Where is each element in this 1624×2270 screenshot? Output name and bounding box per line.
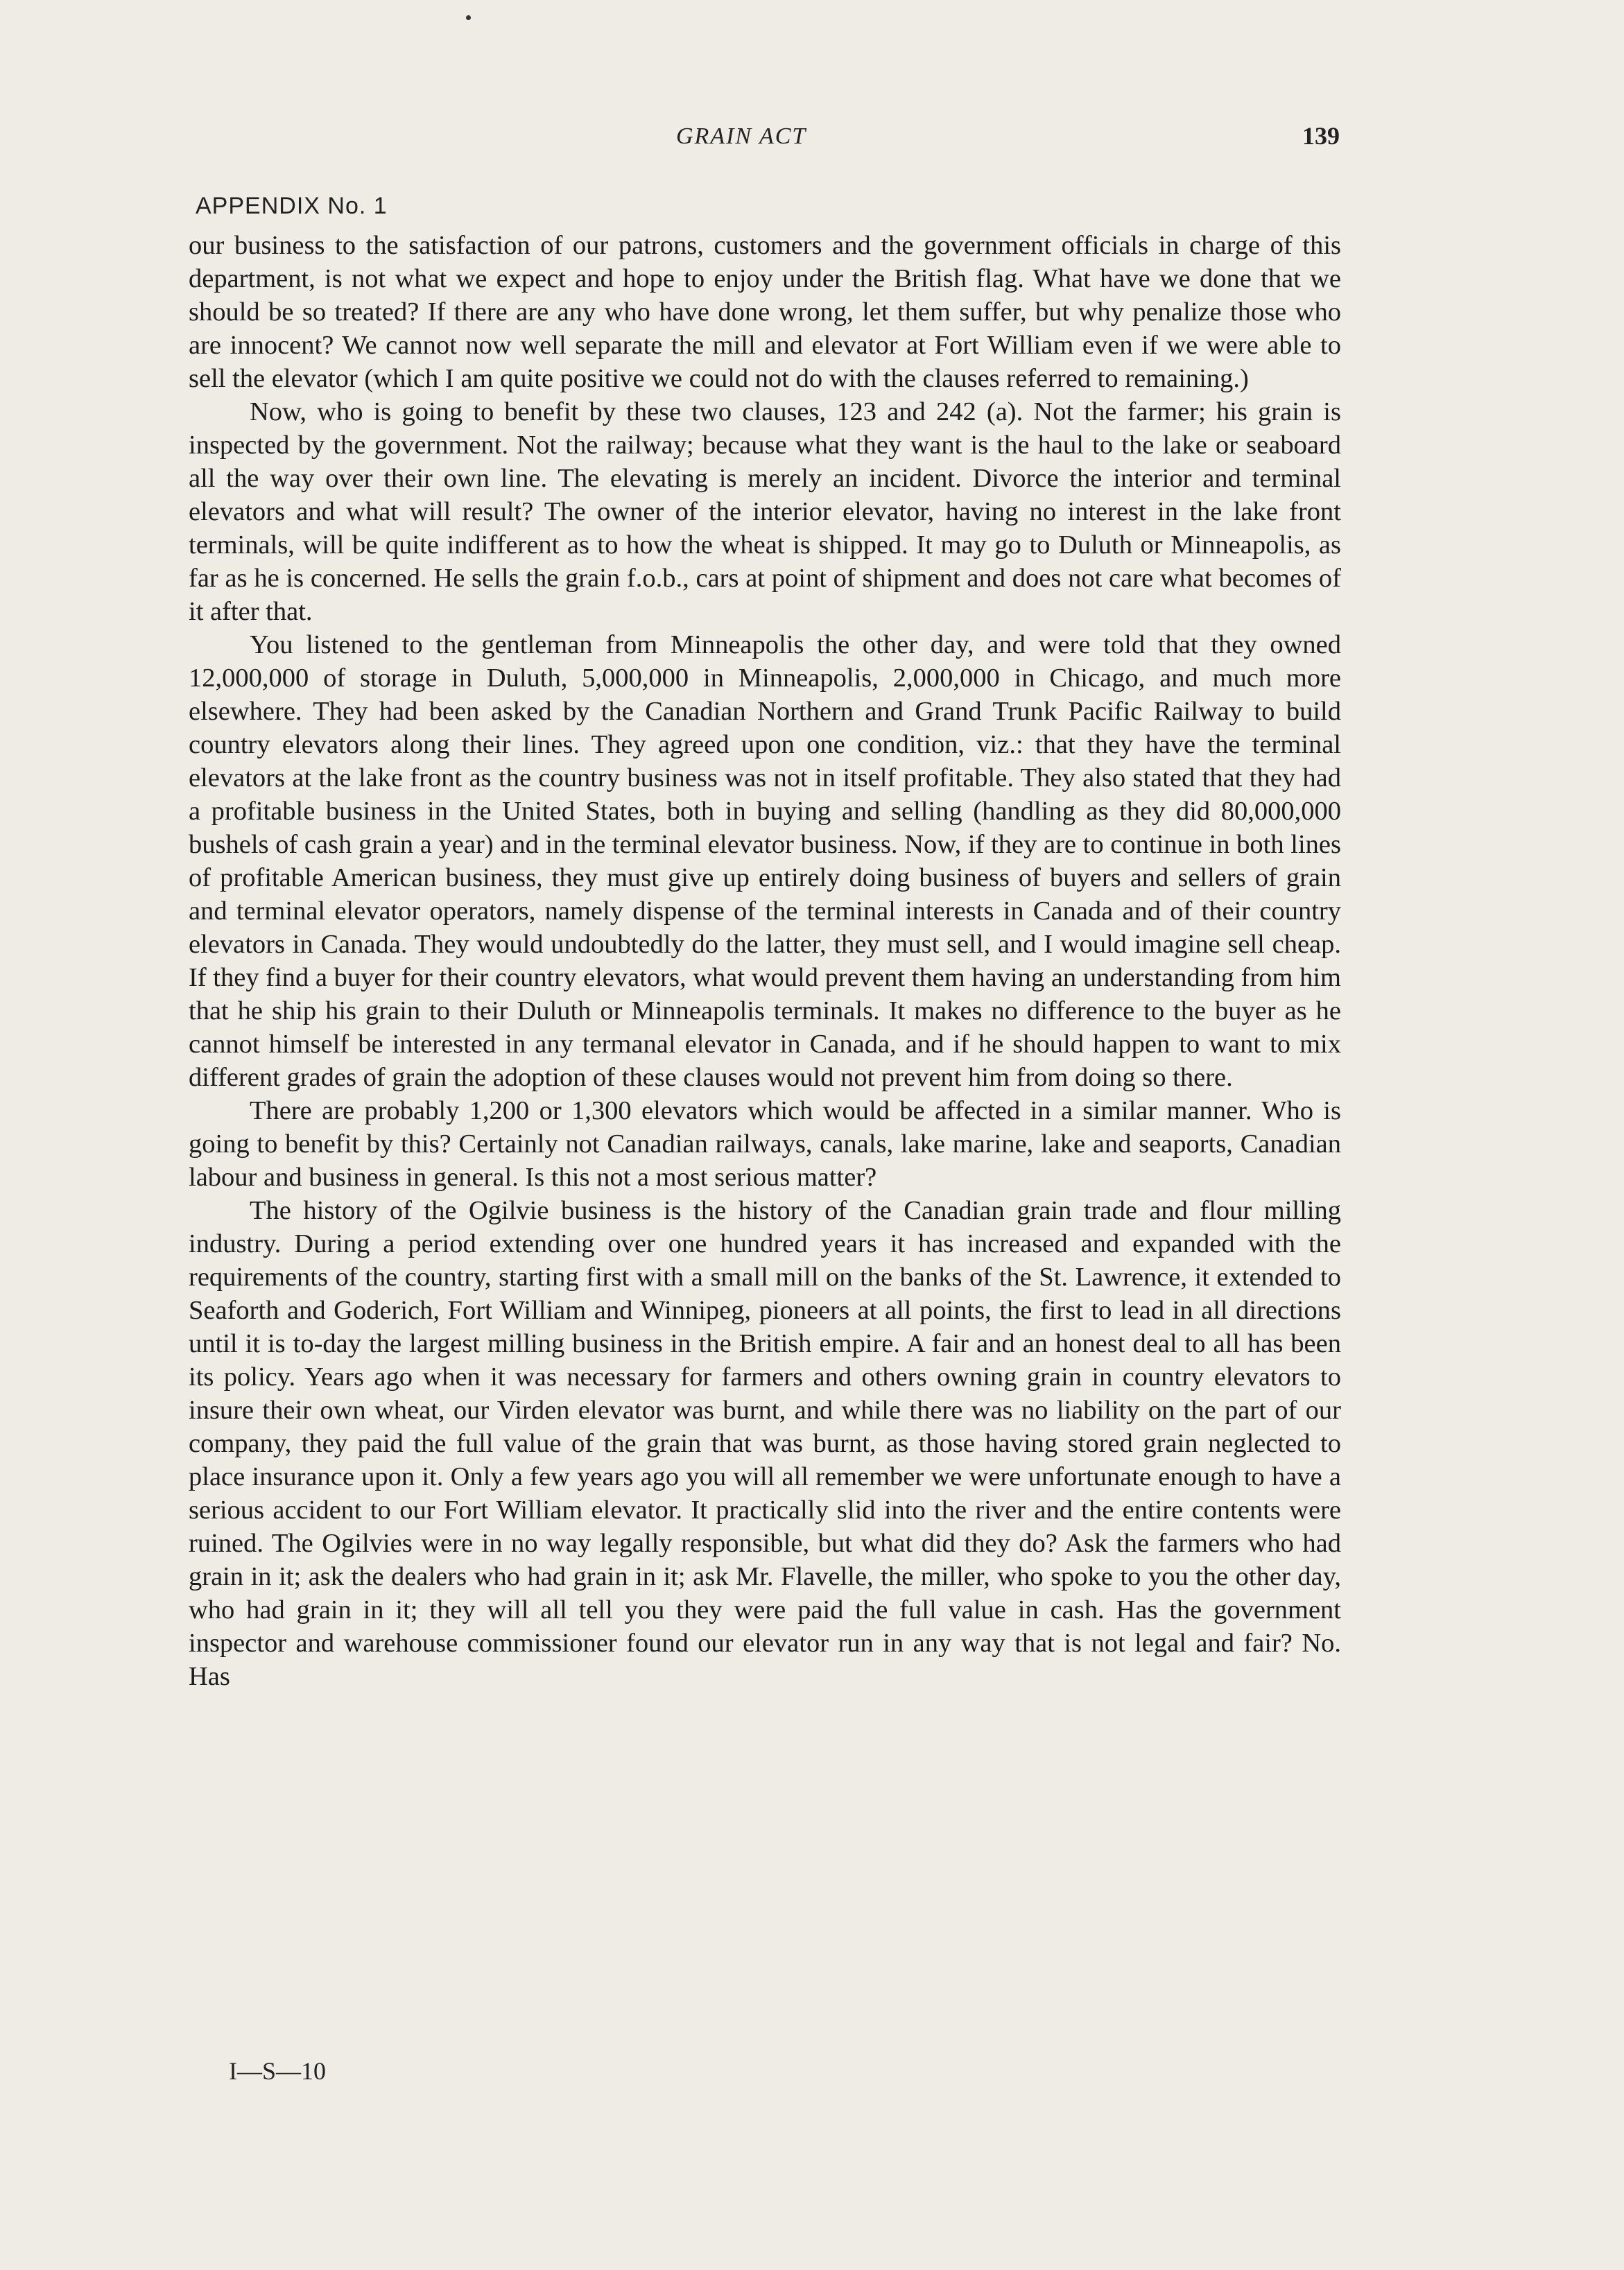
page-number: 139 — [1302, 122, 1340, 150]
appendix-label: APPENDIX No. 1 — [196, 193, 388, 219]
body-text — [189, 229, 1341, 1693]
paragraph-elevators-affected: There are probably 1,200 or 1,300 elevators which would be affected in a similar manner. Who is going to benefit by this? Certainly not Canadian railways, canals, lake marine, lake and seaports, Canadian labour and business in general. Is this not a most serious matter? — [189, 1096, 1341, 1192]
running-title: GRAIN ACT — [676, 123, 807, 149]
printer-signature: I—S—10 — [229, 2057, 327, 2085]
paragraph-minneapolis-gentleman: You listened to the gentleman from Minneapolis the other day, and were told that they owned 12,000,000 of storage in Duluth, 5,000,000 in Minneapolis, 2,000,000 in Chicago, and much more elsewhere. They had been asked by the Canadian Northern and Grand Trunk Pacific Railway to build country elevators along their lines. They agreed upon one condition, viz.: that they have the terminal elevators at the lake front as the country business was not in itself profitable. They also stated that they had a profitable business in the United States, both in buying and selling (handling as they did 80,000,000 bushels of cash grain a year) and in the terminal elevator business. Now, if they are to continue in both lines of profitable American business, they must give up entirely doing business of buyers and sellers of grain and terminal elevator operators, namely dispense of the terminal interests in Canada and of their country elevators in Canada. They would undoubtedly do the latter, they must sell, and I would imagine sell cheap. If they find a buyer for their country elevators, what would prevent them having an understanding from him that he ship his grain to their Duluth or Minneapolis terminals. It makes no difference to the buyer as he cannot himself be interested in any termanal elevator in Canada, and if he should happen to want to mix different grades of grain the adoption of these clauses would not prevent him from doing so there. — [189, 630, 1341, 1092]
ink-speck — [466, 15, 471, 20]
paragraph-benefit-clauses: Now, who is going to benefit by these two clauses, 123 and 242 (a). Not the farmer; his grain is inspected by the government. Not the railway; because what they want is the haul to the lake or seaboard all the way over their own line. The elevating is merely an incident. Divorce the interior and terminal elevators and what will result? The owner of the interior elevator, having no interest in the lake front terminals, will be quite indifferent as to how the wheat is shipped. It may go to Duluth or Minneapolis, as far as he is concerned. He sells the grain f.o.b., cars at point of shipment and does not care what becomes of it after that. — [189, 397, 1341, 626]
paragraph-continuation: our business to the satisfaction of our patrons, customers and the government officials in charge of this department, is not what we expect and hope to enjoy under the British flag. What have we done that we should be so treated? If there are any who have done wrong, let them suffer, but why penalize those who are innocent? We cannot now well separate the mill and elevator at Fort William even if we were able to sell the elevator (which I am quite positive we could not do with the clauses referred to remaining.) — [189, 231, 1341, 393]
paragraph-ogilvie-history: The history of the Ogilvie business is the history of the Canadian grain trade and flour milling industry. During a period extending over one hundred years it has increased and expanded with the requirements of the country, starting first with a small mill on the banks of the St. Lawrence, it extended to Seaforth and Goderich, Fort William and Winnipeg, pioneers at all points, the first to lead in all directions until it is to-day the largest milling business in the British empire. A fair and an honest deal to all has been its policy. Years ago when it was necessary for farmers and others owning grain in country elevators to insure their own wheat, our Virden elevator was burnt, and while there was no liability on the part of our company, they paid the full value of the grain that was burnt, as those having stored grain neglected to place insurance upon it. Only a few years ago you will all remember we were unfortunate enough to have a serious accident to our Fort William elevator. It practically slid into the river and the entire contents were ruined. The Ogilvies were in no way legally responsible, but what did they do? Ask the farmers who had grain in it; ask the dealers who had grain in it; ask Mr. Flavelle, the miller, who spoke to you the other day, who had grain in it; they will all tell you they were paid the full value in cash. Has the government inspector and warehouse commissioner found our elevator run in any way that is not legal and fair? No. Has — [189, 1196, 1341, 1691]
